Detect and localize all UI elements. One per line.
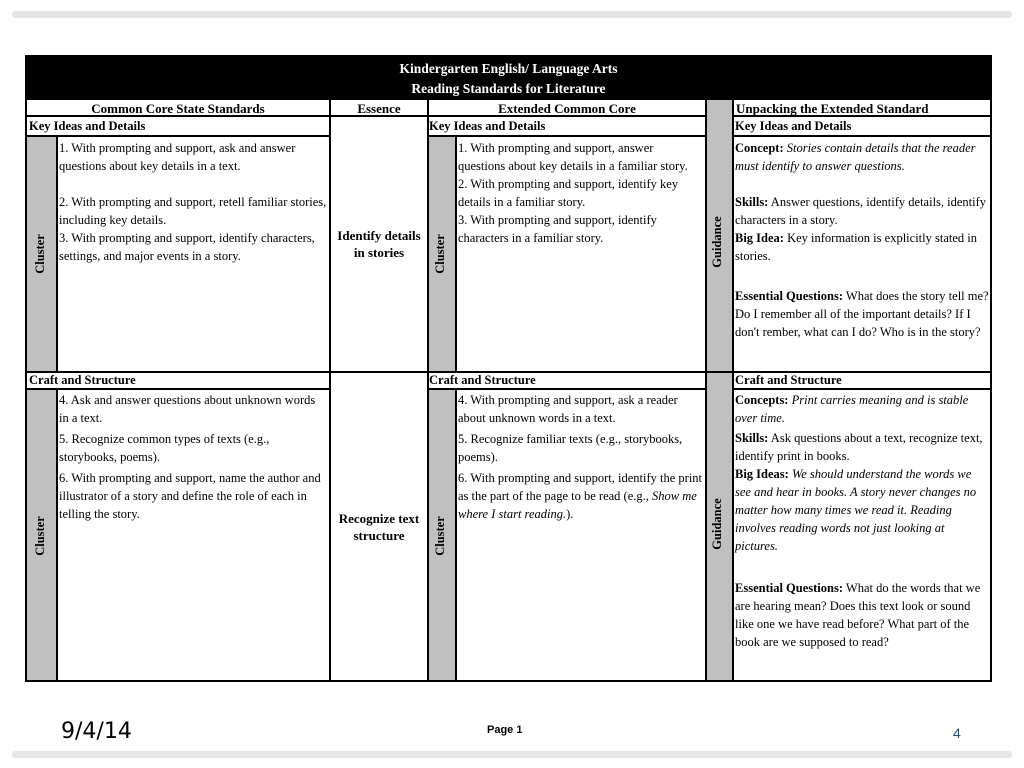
grid-line xyxy=(732,100,734,682)
header-extended: Extended Common Core xyxy=(429,100,705,117)
grid-line xyxy=(427,135,707,137)
ext-standard-4: 4. With prompting and support, ask a reader about unknown words in a text. xyxy=(458,393,678,425)
cluster-label: Cluster xyxy=(433,234,447,274)
grid-line xyxy=(329,100,331,682)
cluster-label: Cluster xyxy=(33,516,47,556)
cluster-label: Cluster xyxy=(433,516,447,556)
section2-essence: Recognize text structure xyxy=(338,511,420,543)
section1-unpacking-cell xyxy=(735,139,989,341)
section1-heading-unpacking: Key Ideas and Details xyxy=(735,119,852,133)
slide-date: 9/4/14 xyxy=(61,719,132,744)
standard-4: 4. Ask and answer questions about unknown words in a text. xyxy=(59,393,316,425)
essential-questions: Essential Questions: What does the story tell me? Do I remember all of the important details? If I don't rember, what can I do? Who is in the story? xyxy=(735,289,989,339)
title-line-1: Kindergarten English/ Language Arts xyxy=(399,61,618,76)
ext-standard-2: 2. With prompting and support, identify key details in a familiar story. xyxy=(458,177,679,209)
section1-essence: Identify details in stories xyxy=(337,228,421,260)
ext-standard-6: 6. With prompting and support, identify the print as the part of the page to be read (e.g., Show me where I start reading.). xyxy=(458,471,703,521)
standard-6: 6. With prompting and support, name the author and illustrator of a story and define the role of each in telling the story. xyxy=(59,471,321,521)
essential-questions: Essential Questions: What do the words that we are hearing mean? Does this text look or sound like one we have read before? What part of the book are we supposed to read? xyxy=(735,581,981,649)
standard-1: 1. With prompting and support, ask and answer questions about key details in a text. xyxy=(59,141,296,173)
top-divider xyxy=(12,11,1012,18)
table-title xyxy=(27,57,990,100)
section2-heading-unpacking: Craft and Structure xyxy=(735,373,842,387)
cluster-label: Cluster xyxy=(33,234,47,274)
title-line-2: Reading Standards for Literature xyxy=(411,81,606,96)
grid-line xyxy=(455,390,457,682)
section2-heading-extended: Craft and Structure xyxy=(429,373,536,387)
standards-table xyxy=(25,55,992,682)
grid-line xyxy=(732,135,990,137)
grid-line xyxy=(427,100,429,682)
concepts: Concepts: Print carries meaning and is stable over time. xyxy=(735,393,969,425)
section1-extended-cell xyxy=(458,139,703,247)
section1-ccss-cell xyxy=(59,139,327,265)
grid-line xyxy=(705,100,707,682)
concept: Concept: Stories contain details that the reader must identify to answer questions. xyxy=(735,141,976,173)
bottom-divider xyxy=(12,751,1012,758)
skills: Skills: Answer questions, identify details, identify characters in a story. xyxy=(735,195,987,227)
guidance-label: Guidance xyxy=(710,498,724,550)
section2-ccss-cell xyxy=(59,391,327,523)
section2-unpacking-cell xyxy=(735,391,989,651)
ext-standard-5: 5. Recognize familiar texts (e.g., storybooks, poems). xyxy=(458,432,683,464)
section2-extended-cell xyxy=(458,391,703,523)
slide-number: 4 xyxy=(953,725,961,741)
skills: Skills: Ask questions about a text, recognize text, identify print in books. xyxy=(735,431,983,463)
grid-line xyxy=(56,137,58,373)
header-ccss: Common Core State Standards xyxy=(27,100,329,117)
section1-heading-extended: Key Ideas and Details xyxy=(429,119,546,133)
guidance-label: Guidance xyxy=(710,216,724,268)
big-idea: Big Idea: Key information is explicitly stated in stories. xyxy=(735,231,977,263)
header-essence: Essence xyxy=(331,100,427,117)
grid-line xyxy=(455,137,457,373)
page-label: Page 1 xyxy=(487,724,523,736)
section1-heading-ccss: Key Ideas and Details xyxy=(29,119,146,133)
big-ideas: Big Ideas: We should understand the words we see and hear in books. A story never changes no matter how many times we read it. Reading involves reading words not just looking at pictures. xyxy=(735,467,977,553)
grid-line xyxy=(56,390,58,682)
standard-3: 3. With prompting and support, identify characters, settings, and major events in a story. xyxy=(59,231,315,263)
header-unpacking: Unpacking the Extended Standard xyxy=(734,100,990,117)
section2-heading-ccss: Craft and Structure xyxy=(29,373,136,387)
grid-line xyxy=(27,135,329,137)
standard-2: 2. With prompting and support, retell familiar stories, including key details. xyxy=(59,195,327,227)
standard-5: 5. Recognize common types of texts (e.g., storybooks, poems). xyxy=(59,432,270,464)
ext-standard-3: 3. With prompting and support, identify characters in a familiar story. xyxy=(458,213,657,245)
ext-standard-1: 1. With prompting and support, answer questions about key details in a familiar story. xyxy=(458,141,688,173)
